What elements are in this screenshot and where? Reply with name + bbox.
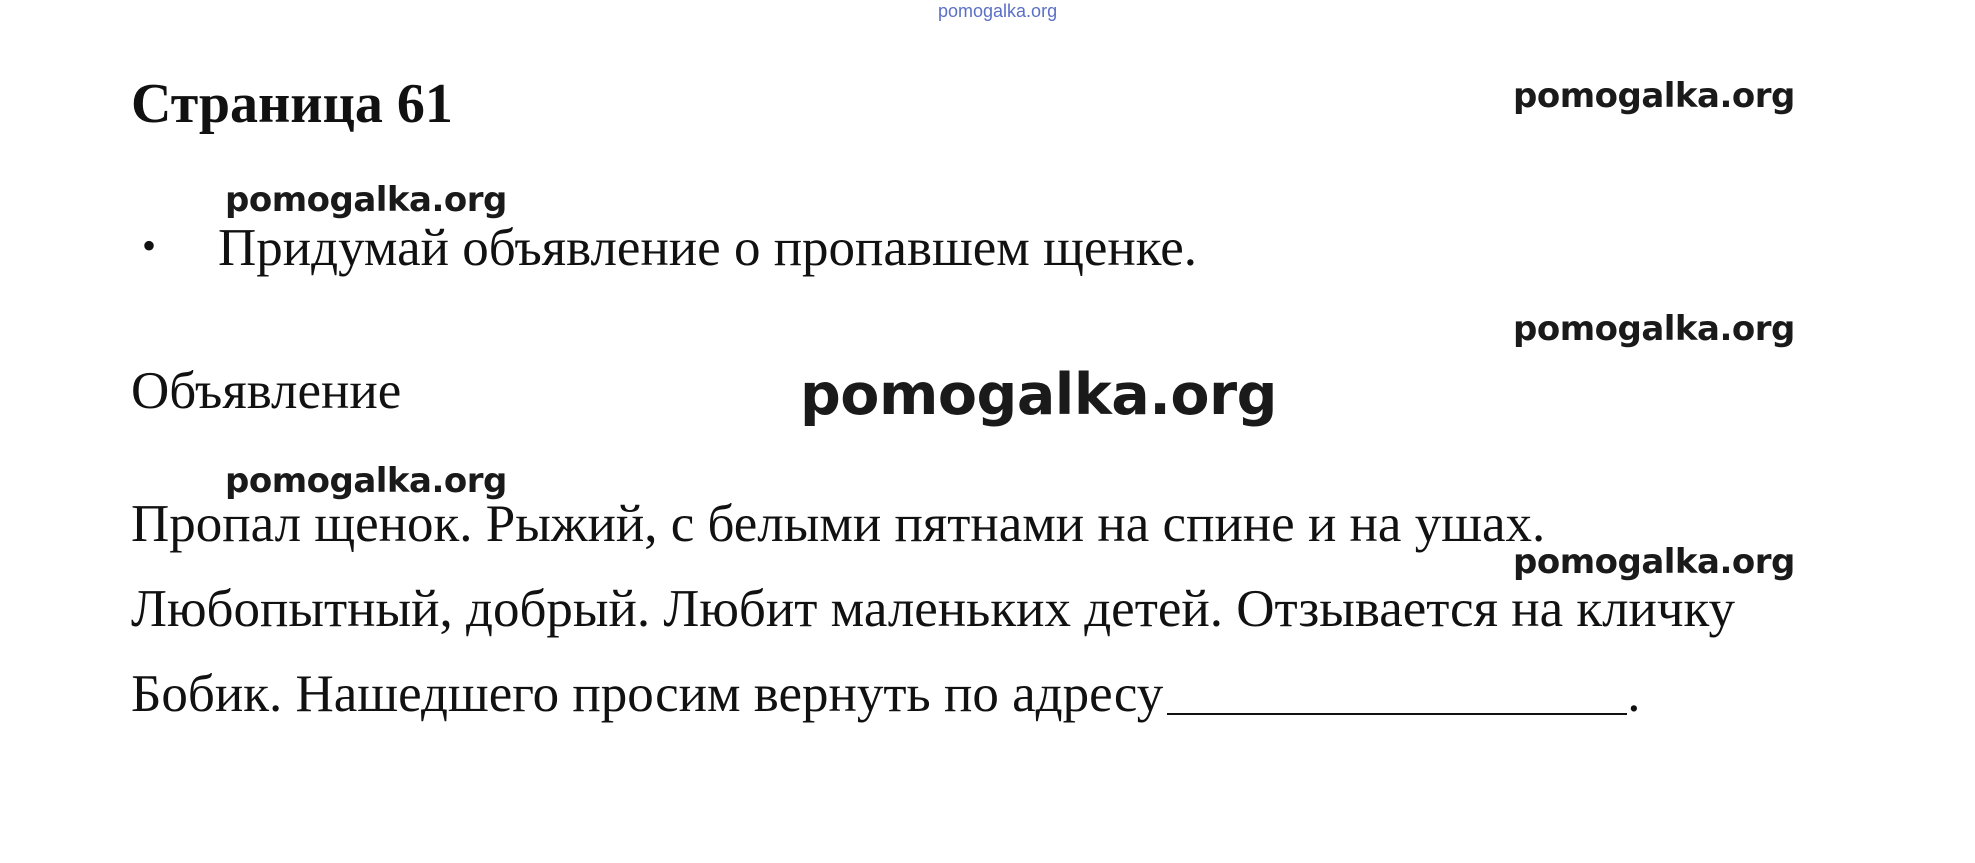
watermark-label: pomogalka.org (1513, 76, 1795, 116)
address-blank-line (1167, 667, 1627, 715)
watermark-label: pomogalka.org (225, 461, 507, 501)
answer-line-3-text: Бобик. Нашедшего просим вернуть по адресу (131, 665, 1164, 723)
answer-line-1: Пропал щенок. Рыжий, с белыми пятнами на спине и на ушах. (131, 495, 1546, 553)
answer-line-3-end: . (1627, 665, 1641, 723)
answer-line-2: Любопытный, добрый. Любит маленьких детей. Отзывается на кличку (131, 580, 1736, 638)
watermark-label-large: pomogalka.org (800, 362, 1277, 428)
watermark-label: pomogalka.org (1513, 309, 1795, 349)
answer-line-3 (131, 664, 1640, 724)
task-item (142, 218, 1197, 278)
top-watermark-link[interactable]: pomogalka.org (938, 1, 1058, 21)
page-title: Страница 61 (131, 73, 453, 135)
task-text: Придумай объявление о пропавшем щенке. (218, 219, 1197, 277)
watermark-label: pomogalka.org (225, 180, 507, 220)
answer-heading: Объявление (131, 362, 402, 420)
watermark-label: pomogalka.org (1513, 542, 1795, 582)
bullet-icon: • (142, 223, 157, 268)
